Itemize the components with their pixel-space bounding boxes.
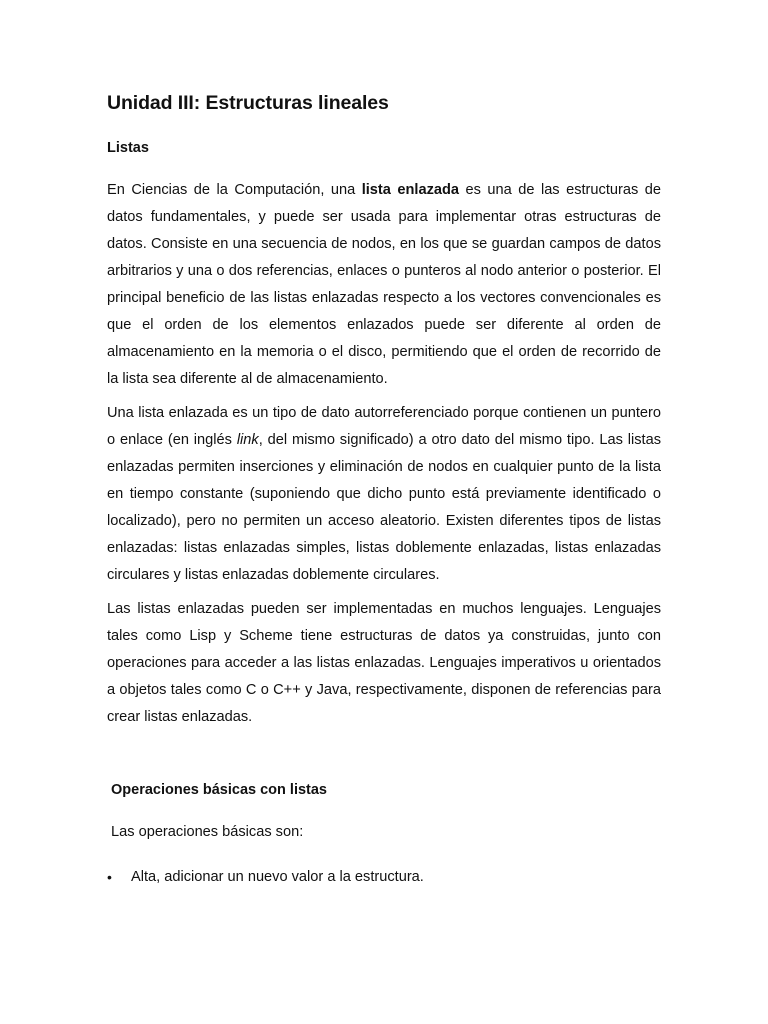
list-item-text: Alta, adicionar un nuevo valor a la estructura. (131, 869, 424, 885)
paragraph-text: , del mismo significado) a otro dato del mismo tipo. Las listas enlazadas permiten inserciones y eliminación de nodos en cualquier punto de la lista en tiempo constante (suponiendo que dicho punto está previamente identificado o localizado), pero no permiten un acceso aleatorio. Existen diferentes tipos de listas enlazadas: listas enlazadas simples, listas doblemente enlazadas, listas enlazadas circulares y listas enlazadas doblemente circulares. (107, 432, 662, 583)
italic-term: link (236, 432, 259, 448)
paragraph-text: Una lista enlazada es un tipo de dato autorreferenciado porque contienen un puntero o enlace (en inglés (107, 405, 661, 448)
paragraph-definition (107, 177, 661, 393)
paragraph-languages: Las listas enlazadas pueden ser implementadas en muchos lenguajes. Lenguajes tales como Lisp y Scheme tiene estructuras de datos ya construidas, junto con operaciones para acceder a las listas enlazadas. Lenguajes imperativos u orientados a objetos tales como C o C++ y Java, respectivamente, disponen de referencias para crear listas enlazadas. (107, 601, 661, 725)
page-title: Unidad III: Estructuras lineales (107, 92, 389, 114)
paragraph-self-referential (107, 400, 661, 589)
section-heading-operaciones: Operaciones básicas con listas (111, 782, 327, 798)
section-heading-listas: Listas (107, 140, 149, 156)
bold-term: lista enlazada (361, 182, 460, 198)
bullet-icon: • (107, 869, 112, 885)
paragraph-operations-intro: Las operaciones básicas son: (111, 824, 304, 840)
paragraph-text: En Ciencias de la Computación, una (107, 182, 362, 198)
paragraph-text: es una de las estructuras de datos fundamentales, y puede ser usada para implementar otras estructuras de datos. Consiste en una secuencia de nodos, en los que se guardan campos de datos arbitrarios y una o dos referencias, enlaces o punteros al nodo anterior o posterior. El principal beneficio de las listas enlazadas respecto a los vectores convencionales es que el orden de los elementos enlazados puede ser diferente al orden de almacenamiento en la memoria o el disco, permitiendo que el orden de recorrido de la lista sea diferente al de almacenamiento. (107, 182, 661, 387)
document-body (107, 90, 661, 887)
list-item (107, 867, 661, 887)
operations-list (107, 867, 661, 887)
